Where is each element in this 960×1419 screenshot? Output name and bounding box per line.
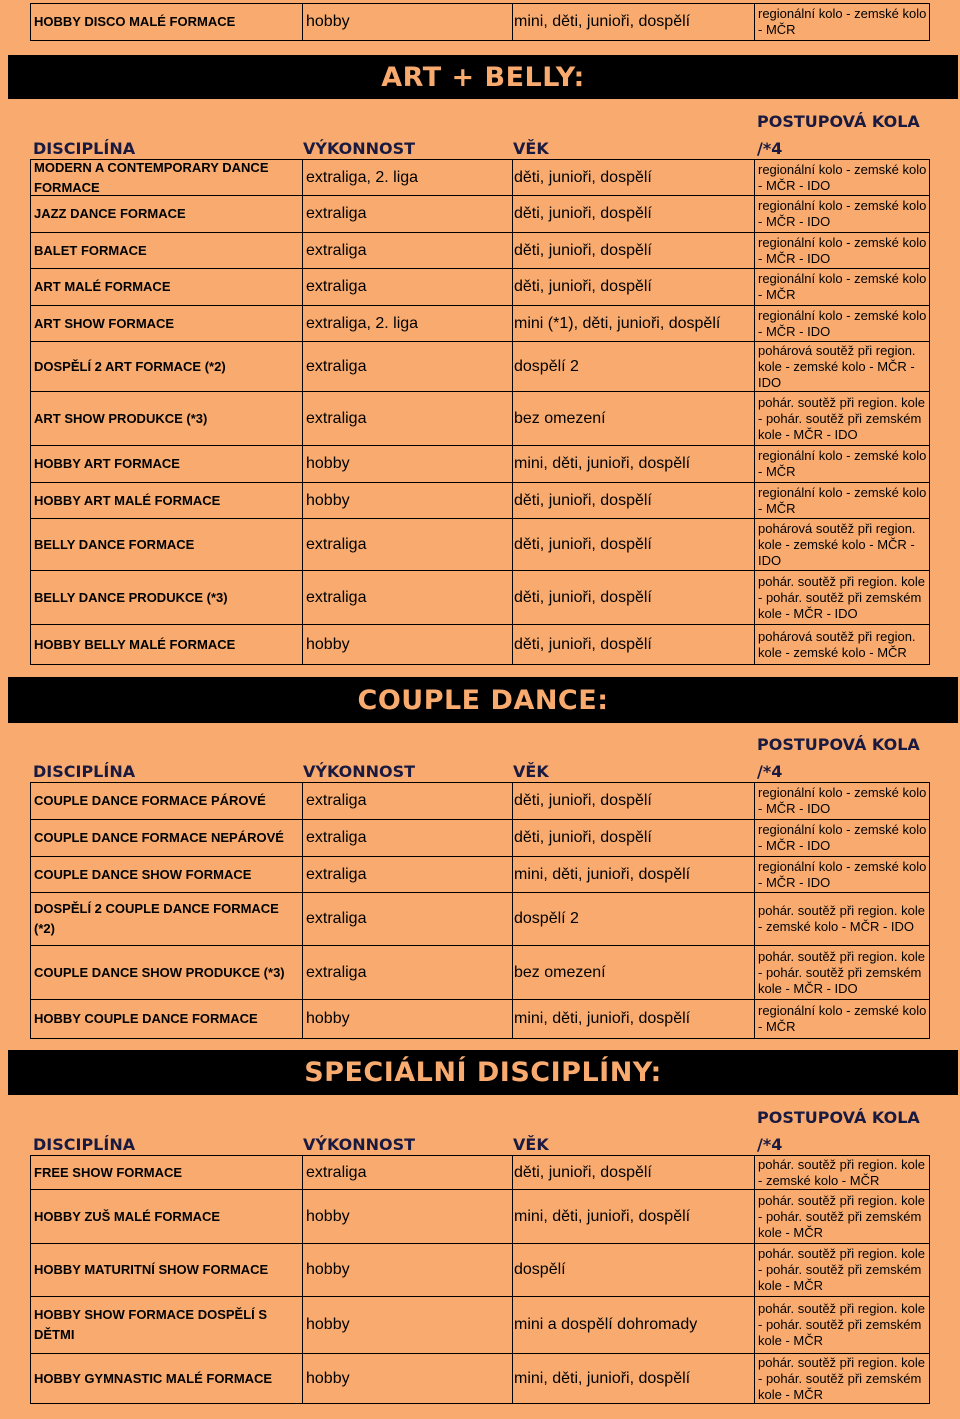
vykonnost-cell: hobby: [303, 483, 513, 518]
kola-cell: regionální kolo - zemské kolo - MČR: [758, 271, 927, 302]
table-row: [30, 3, 930, 41]
kola-cell: pohár. soutěž při region. kole - pohár. soutěž při zemském kole - MČR - IDO: [758, 394, 925, 442]
postupova-kola-header: POSTUPOVÁ KOLA: [757, 735, 920, 754]
kola-cell: pohár. soutěž při region. kole - pohár. soutěž při zemském kole - MČR: [758, 1192, 925, 1240]
vek-cell: mini a dospělí dohromady: [513, 1297, 755, 1353]
disciplina-cell: HOBBY DISCO MALÉ FORMACE: [31, 4, 303, 40]
table-row: [30, 1155, 930, 1190]
disciplina-header: DISCIPLÍNA: [33, 762, 136, 781]
vek-cell: bez omezení: [513, 392, 755, 445]
table-row: [30, 268, 930, 306]
vykonnost-cell: hobby: [303, 446, 513, 482]
disciplina-cell: HOBBY MATURITNÍ SHOW FORMACE: [31, 1244, 303, 1296]
kola-cell: pohár. soutěž při region. kole - pohár. soutěž při zemském kole - MČR: [758, 1301, 925, 1348]
disciplina-cell: ART SHOW PRODUKCE (*3): [31, 392, 303, 445]
kola-cell: regionální kolo - zemské kolo - MČR: [758, 6, 927, 37]
vek-cell: mini, děti, junioři, dospělí: [513, 1190, 755, 1243]
vek-cell: děti, junioři, dospělí: [513, 625, 755, 664]
disciplina-cell: BELLY DANCE FORMACE: [31, 519, 303, 570]
disciplina-cell: COUPLE DANCE FORMACE PÁROVÉ: [31, 783, 303, 819]
kola-cell: regionální kolo - zemské kolo - MČR: [758, 484, 927, 516]
table-header: [30, 108, 930, 164]
vykonnost-header: VÝKONNOST: [303, 1135, 416, 1154]
vykonnost-cell: hobby: [303, 625, 513, 664]
vek-cell: děti, junioři, dospělí: [513, 783, 755, 819]
vek-cell: mini (*1), děti, junioři, dospělí: [513, 306, 755, 341]
vykonnost-cell: hobby: [303, 1354, 513, 1403]
disciplina-cell: JAZZ DANCE FORMACE: [31, 196, 303, 232]
table-row: [30, 856, 930, 893]
vykonnost-cell: extraliga, 2. liga: [303, 306, 513, 341]
vek-header: VĚK: [513, 762, 549, 781]
vykonnost-cell: extraliga: [303, 269, 513, 305]
table-row: [30, 819, 930, 857]
vek-cell: děti, junioři, dospělí: [513, 483, 755, 518]
table-row: [30, 624, 930, 665]
table-row: [30, 782, 930, 820]
kola-cell: pohár. soutěž při region. kole - pohár. soutěž při zemském kole - MČR - IDO: [758, 948, 925, 996]
postupova-kola-header: POSTUPOVÁ KOLA: [757, 1108, 920, 1127]
kola-cell: regionální kolo - zemské kolo - MČR: [758, 448, 927, 479]
vek-cell: děti, junioři, dospělí: [513, 269, 755, 305]
vek-cell: bez omezení: [513, 946, 755, 999]
vykonnost-header: VÝKONNOST: [303, 139, 416, 158]
kola-cell: regionální kolo - zemské kolo - MČR - IDO: [758, 161, 927, 193]
disciplina-cell: HOBBY ART MALÉ FORMACE: [31, 483, 303, 518]
vykonnost-cell: extraliga: [303, 519, 513, 570]
vykonnost-cell: hobby: [303, 4, 513, 40]
note-header: /*4: [757, 1135, 783, 1154]
disciplina-cell: DOSPĚLÍ 2 COUPLE DANCE FORMACE (*2): [31, 893, 303, 945]
table-row: [30, 945, 930, 1000]
disciplina-cell: COUPLE DANCE FORMACE NEPÁROVÉ: [31, 820, 303, 856]
vek-cell: dospělí 2: [513, 893, 755, 945]
table-row: [30, 518, 930, 571]
kola-cell: pohár. soutěž při region. kole - zemské kolo - MČR: [758, 1156, 925, 1188]
vykonnost-cell: extraliga: [303, 342, 513, 391]
vek-cell: děti, junioři, dospělí: [513, 519, 755, 570]
disciplina-cell: COUPLE DANCE SHOW FORMACE: [31, 857, 303, 892]
disciplina-cell: HOBBY COUPLE DANCE FORMACE: [31, 1000, 303, 1038]
kola-cell: regionální kolo - zemské kolo - MČR - IDO: [758, 307, 927, 339]
vek-cell: mini, děti, junioři, dospělí: [513, 857, 755, 892]
vek-cell: mini, děti, junioři, dospělí: [513, 4, 755, 40]
vykonnost-cell: hobby: [303, 1000, 513, 1038]
vek-cell: děti, junioři, dospělí: [513, 233, 755, 268]
vykonnost-cell: hobby: [303, 1297, 513, 1353]
kola-cell: pohár. soutěž při region. kole - zemské kolo - MČR - IDO: [758, 903, 925, 934]
table-row: [30, 159, 930, 196]
table-header: [30, 731, 930, 787]
postupova-kola-header: POSTUPOVÁ KOLA: [757, 112, 920, 131]
table-row: [30, 1296, 930, 1354]
table-row: [30, 341, 930, 392]
vykonnost-cell: extraliga: [303, 783, 513, 819]
disciplina-cell: HOBBY ZUŠ MALÉ FORMACE: [31, 1190, 303, 1243]
vykonnost-header: VÝKONNOST: [303, 762, 416, 781]
table-row: [30, 305, 930, 342]
vykonnost-cell: extraliga: [303, 233, 513, 268]
vykonnost-cell: hobby: [303, 1244, 513, 1296]
disciplina-cell: HOBBY GYMNASTIC MALÉ FORMACE: [31, 1354, 303, 1403]
kola-cell: pohár. soutěž při region. kole - pohár. soutěž při zemském kole - MČR: [758, 1246, 925, 1293]
section-title-art-belly: ART + BELLY:: [8, 55, 958, 99]
kola-cell: regionální kolo - zemské kolo - MČR: [758, 1003, 927, 1034]
kola-cell: regionální kolo - zemské kolo - MČR - IDO: [758, 234, 927, 266]
vykonnost-cell: extraliga: [303, 857, 513, 892]
table-row: [30, 892, 930, 946]
vek-cell: mini, děti, junioři, dospělí: [513, 1000, 755, 1038]
table-row: [30, 999, 930, 1039]
kola-cell: regionální kolo - zemské kolo - MČR - IDO: [758, 198, 927, 229]
disciplina-header: DISCIPLÍNA: [33, 139, 136, 158]
vykonnost-cell: extraliga: [303, 893, 513, 945]
disciplina-cell: HOBBY ART FORMACE: [31, 446, 303, 482]
disciplina-cell: BELLY DANCE PRODUKCE (*3): [31, 571, 303, 624]
vykonnost-cell: extraliga: [303, 820, 513, 856]
section-title-couple-dance: COUPLE DANCE:: [8, 677, 958, 723]
disciplina-cell: HOBBY BELLY MALÉ FORMACE: [31, 625, 303, 664]
kola-cell: regionální kolo - zemské kolo - MČR - IDO: [758, 822, 927, 853]
vek-cell: děti, junioři, dospělí: [513, 196, 755, 232]
table-row: [30, 570, 930, 625]
vykonnost-cell: extraliga: [303, 571, 513, 624]
kola-cell: regionální kolo - zemské kolo - MČR - IDO: [758, 858, 927, 890]
vek-cell: dospělí 2: [513, 342, 755, 391]
disciplina-cell: ART SHOW FORMACE: [31, 306, 303, 341]
disciplina-cell: DOSPĚLÍ 2 ART FORMACE (*2): [31, 342, 303, 391]
disciplina-header: DISCIPLÍNA: [33, 1135, 136, 1154]
vek-cell: mini, děti, junioři, dospělí: [513, 1354, 755, 1403]
vek-cell: děti, junioři, dospělí: [513, 571, 755, 624]
kola-cell: pohárová soutěž při region. kole - zemské kolo - MČR - IDO: [758, 520, 916, 568]
table-row: [30, 1353, 930, 1404]
note-header: /*4: [757, 139, 783, 158]
disciplina-cell: HOBBY SHOW FORMACE DOSPĚLÍ S DĚTMI: [31, 1297, 303, 1353]
note-header: /*4: [757, 762, 783, 781]
table-row: [30, 482, 930, 519]
vykonnost-cell: hobby: [303, 1190, 513, 1243]
disciplina-cell: BALET FORMACE: [31, 233, 303, 268]
disciplina-cell: ART MALÉ FORMACE: [31, 269, 303, 305]
vek-cell: mini, děti, junioři, dospělí: [513, 446, 755, 482]
kola-cell: regionální kolo - zemské kolo - MČR - IDO: [758, 785, 927, 816]
disciplina-cell: MODERN A CONTEMPORARY DANCE FORMACE: [31, 160, 303, 195]
kola-cell: pohár. soutěž při region. kole - pohár. soutěž při zemském kole - MČR - IDO: [758, 573, 925, 621]
vek-cell: děti, junioři, dospělí: [513, 160, 755, 195]
table-row: [30, 445, 930, 483]
kola-cell: pohárová soutěž při region. kole - zemské kolo - MČR - IDO: [758, 342, 916, 390]
vykonnost-cell: extraliga, 2. liga: [303, 160, 513, 195]
kola-cell: pohárová soutěž při region. kole - zemské kolo - MČR: [758, 628, 916, 660]
kola-cell: pohár. soutěž při region. kole - pohár. soutěž při zemském kole - MČR: [758, 1354, 925, 1402]
vykonnost-cell: extraliga: [303, 1156, 513, 1189]
vykonnost-cell: extraliga: [303, 946, 513, 999]
disciplina-cell: FREE SHOW FORMACE: [31, 1156, 303, 1189]
table-row: [30, 391, 930, 446]
vykonnost-cell: extraliga: [303, 196, 513, 232]
vek-cell: dospělí: [513, 1244, 755, 1296]
table-row: [30, 1189, 930, 1244]
vek-header: VĚK: [513, 1135, 549, 1154]
vek-header: VĚK: [513, 139, 549, 158]
vek-cell: děti, junioři, dospělí: [513, 820, 755, 856]
table-row: [30, 1243, 930, 1297]
table-header: [30, 1104, 930, 1160]
vykonnost-cell: extraliga: [303, 392, 513, 445]
vek-cell: děti, junioři, dospělí: [513, 1156, 755, 1189]
disciplina-cell: COUPLE DANCE SHOW PRODUKCE (*3): [31, 946, 303, 999]
table-row: [30, 195, 930, 233]
table-row: [30, 232, 930, 269]
section-title-specialni-discipliny: SPECIÁLNÍ DISCIPLÍNY:: [8, 1050, 958, 1095]
